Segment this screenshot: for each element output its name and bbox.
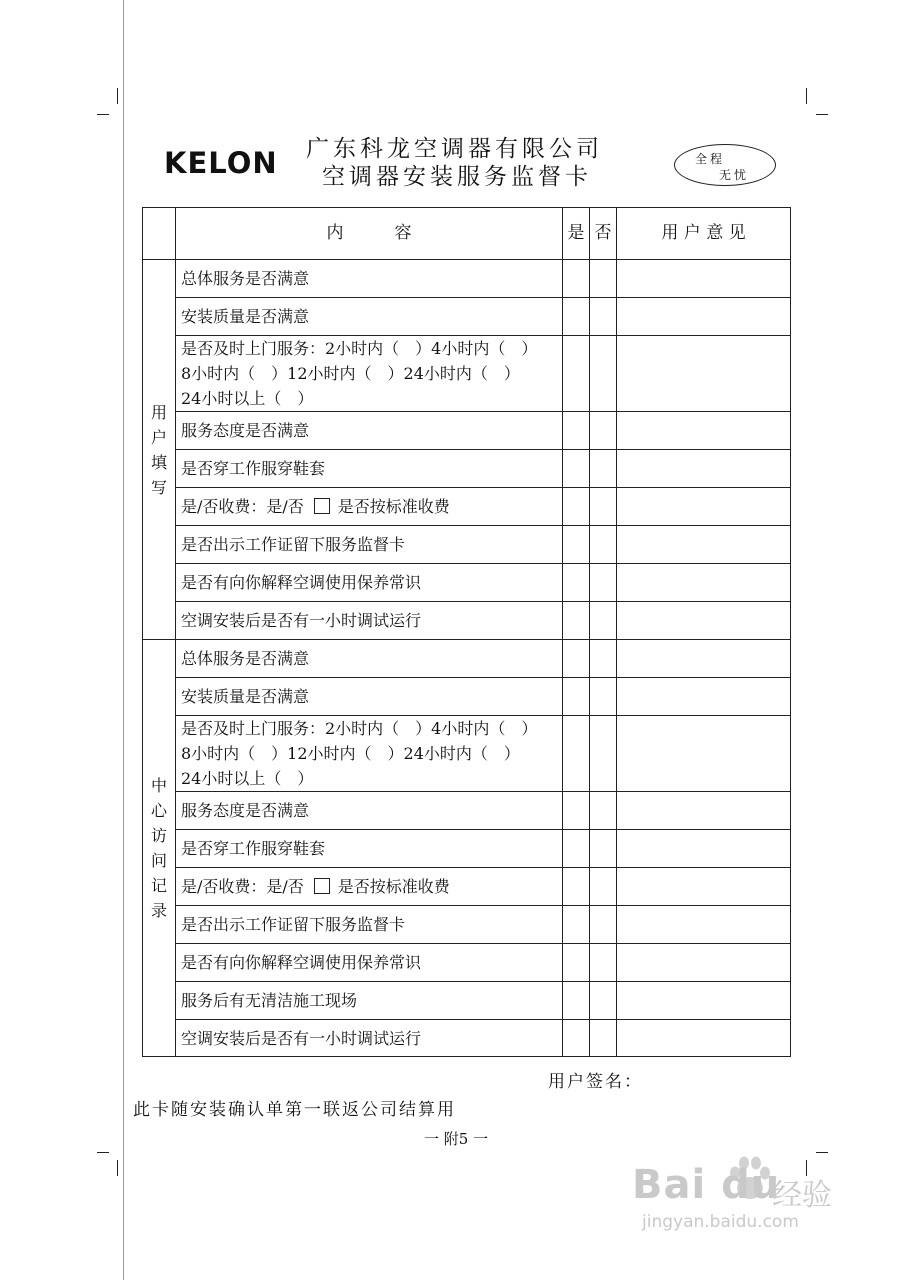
yes-cell (563, 450, 590, 488)
kelon-logo: KELON (164, 146, 278, 180)
opinion-cell (617, 336, 791, 412)
opinion-cell (617, 830, 791, 868)
opinion-cell (617, 412, 791, 450)
yes-cell (563, 488, 590, 526)
table-row (143, 906, 791, 944)
table-row (143, 488, 791, 526)
crop-mark-top-left-h (97, 114, 109, 115)
row-content-cell: 安装质量是否满意 (176, 298, 563, 336)
fee-prefix: 是/否收费：是/否 (181, 497, 304, 516)
no-cell (590, 678, 617, 716)
header-yes: 是 (563, 208, 590, 260)
no-cell (590, 526, 617, 564)
yes-cell (563, 716, 590, 792)
table-row (143, 982, 791, 1020)
table-header-row (143, 208, 791, 260)
yes-cell (563, 1020, 590, 1057)
yes-cell (563, 602, 590, 640)
row-content-cell: 服务后有无清洁施工现场 (176, 982, 563, 1020)
yes-cell (563, 260, 590, 298)
yes-cell (563, 564, 590, 602)
row-content-cell: 服务态度是否满意 (176, 792, 563, 830)
header-content: 内 容 (176, 208, 563, 260)
opinion-cell (617, 982, 791, 1020)
header-opinion: 用 户 意 见 (617, 208, 791, 260)
section-label: 中心访问记录 (150, 776, 167, 920)
yes-cell (563, 792, 590, 830)
no-cell (590, 336, 617, 412)
table-row (143, 412, 791, 450)
row-content-cell: 是否穿工作服穿鞋套 (176, 450, 563, 488)
user-signature-label: 用户签名： (548, 1072, 643, 1092)
row-content-cell: 服务态度是否满意 (176, 412, 563, 450)
row-line: 是否及时上门服务：2小时内（ ）4小时内（ ） (181, 719, 538, 738)
row-content-cell: 是否出示工作证留下服务监督卡 (176, 526, 563, 564)
opinion-cell (617, 602, 791, 640)
no-cell (590, 830, 617, 868)
section-label-cell (143, 640, 176, 1057)
table-row (143, 944, 791, 982)
no-cell (590, 450, 617, 488)
company-name: 广东科龙空调器有限公司 (306, 136, 603, 162)
table-row (143, 868, 791, 906)
table-row (143, 1020, 791, 1057)
table-row (143, 298, 791, 336)
opinion-cell (617, 564, 791, 602)
row-line: 8小时内（ ）12小时内（ ）24小时内（ ） (181, 744, 520, 763)
row-content-cell: 总体服务是否满意 (176, 640, 563, 678)
row-content-cell (176, 868, 563, 906)
yes-cell (563, 298, 590, 336)
crop-mark-bottom-left-v (117, 1160, 118, 1176)
table-row (143, 602, 791, 640)
row-content-cell: 总体服务是否满意 (176, 260, 563, 298)
no-cell (590, 944, 617, 982)
row-content-cell (176, 716, 563, 792)
opinion-cell (617, 944, 791, 982)
no-cell (590, 792, 617, 830)
yes-cell (563, 830, 590, 868)
row-content-cell: 安装质量是否满意 (176, 678, 563, 716)
page-number: 一 附5 一 (424, 1130, 489, 1148)
badge-line-1: 全程 (695, 152, 726, 166)
row-line: 24小时以上（ ） (181, 389, 314, 408)
yes-cell (563, 412, 590, 450)
row-content-cell (176, 488, 563, 526)
row-content-cell: 是否有向你解释空调使用保养常识 (176, 564, 563, 602)
checkbox-square (314, 498, 330, 514)
row-line: 24小时以上（ ） (181, 769, 314, 788)
no-cell (590, 602, 617, 640)
section-label: 用户填写 (150, 402, 167, 497)
card-title: 空调器安装服务监督卡 (322, 164, 592, 190)
opinion-cell (617, 526, 791, 564)
no-cell (590, 564, 617, 602)
header-no: 否 (590, 208, 617, 260)
table-row (143, 716, 791, 792)
opinion-cell (617, 450, 791, 488)
opinion-cell (617, 906, 791, 944)
yes-cell (563, 906, 590, 944)
no-cell (590, 412, 617, 450)
yes-cell (563, 640, 590, 678)
row-content-cell (176, 336, 563, 412)
badge-line-2: 无忧 (719, 168, 750, 182)
opinion-cell (617, 868, 791, 906)
opinion-cell (617, 298, 791, 336)
no-cell (590, 640, 617, 678)
opinion-cell (617, 792, 791, 830)
opinion-cell (617, 716, 791, 792)
worry-free-badge (674, 144, 776, 186)
crop-mark-top-left-v (117, 88, 118, 104)
watermark-brand: Bai du (632, 1162, 781, 1208)
yes-cell (563, 868, 590, 906)
row-line: 8小时内（ ）12小时内（ ）24小时内（ ） (181, 364, 520, 383)
table-row (143, 526, 791, 564)
row-content-cell: 是否出示工作证留下服务监督卡 (176, 906, 563, 944)
no-cell (590, 488, 617, 526)
table-row (143, 260, 791, 298)
table-row (143, 640, 791, 678)
no-cell (590, 260, 617, 298)
table-row (143, 564, 791, 602)
fee-suffix: 是否按标准收费 (337, 497, 450, 516)
opinion-cell (617, 678, 791, 716)
crop-mark-bottom-left-h (97, 1152, 109, 1153)
watermark-url: jingyan.baidu.com (642, 1212, 799, 1232)
yes-cell (563, 982, 590, 1020)
crop-mark-top-right-v (806, 88, 807, 104)
table-row (143, 830, 791, 868)
header-blank-cell (143, 208, 176, 260)
baidu-jingyan-watermark (624, 1150, 874, 1250)
row-content-cell: 空调安装后是否有一小时调试运行 (176, 1020, 563, 1057)
table-row (143, 792, 791, 830)
binding-line (123, 0, 124, 1280)
no-cell (590, 716, 617, 792)
opinion-cell (617, 640, 791, 678)
table-row (143, 450, 791, 488)
row-content-cell: 空调安装后是否有一小时调试运行 (176, 602, 563, 640)
row-content-cell: 是否有向你解释空调使用保养常识 (176, 944, 563, 982)
no-cell (590, 1020, 617, 1057)
watermark-jingyan: 经验 (772, 1178, 832, 1213)
yes-cell (563, 336, 590, 412)
yes-cell (563, 526, 590, 564)
no-cell (590, 906, 617, 944)
fee-suffix: 是否按标准收费 (337, 877, 450, 896)
no-cell (590, 868, 617, 906)
no-cell (590, 982, 617, 1020)
opinion-cell (617, 488, 791, 526)
fee-prefix: 是/否收费：是/否 (181, 877, 304, 896)
section-label-cell (143, 260, 176, 640)
row-line: 是否及时上门服务：2小时内（ ）4小时内（ ） (181, 339, 538, 358)
table-row (143, 336, 791, 412)
yes-cell (563, 678, 590, 716)
supervision-table (142, 207, 791, 1057)
table-row (143, 678, 791, 716)
settlement-note: 此卡随安装确认单第一联返公司结算用 (133, 1100, 456, 1120)
opinion-cell (617, 260, 791, 298)
row-content-cell: 是否穿工作服穿鞋套 (176, 830, 563, 868)
checkbox-square (314, 878, 330, 894)
opinion-cell (617, 1020, 791, 1057)
yes-cell (563, 944, 590, 982)
crop-mark-top-right-h (816, 114, 828, 115)
no-cell (590, 298, 617, 336)
